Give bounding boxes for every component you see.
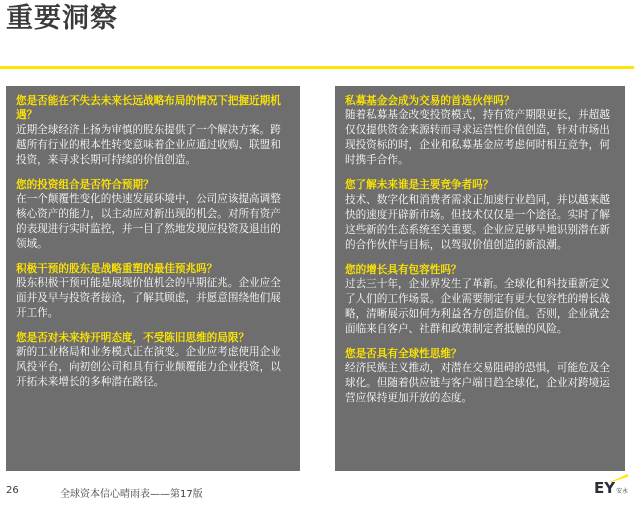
page-number: 26 xyxy=(6,485,19,496)
question-heading: 您是否对未来持开明态度，不受陈旧思维的局限？ xyxy=(16,332,250,345)
left-insights-panel xyxy=(6,86,300,471)
question-heading: 积极干预的股东是战略重塑的最佳预兆吗？ xyxy=(16,262,218,275)
answer-text: 经济民族主义推动，对潜在交易阻碍的恐惧，可能危及全球化。但随着供应链与客户端日趋全球化，企业对跨境运营应保持更加开放的态度。 xyxy=(345,362,610,405)
footer-publication-title: 全球资本信心晴雨表——第17版 xyxy=(60,489,203,500)
logo-subtext: 安永 xyxy=(616,488,629,495)
question-heading: 您是否能在不失去未来长远战略布局的情况下把握近期机遇？ xyxy=(16,95,281,122)
answer-text: 近期全球经济上扬为审慎的股东提供了一个解决方案。跨越所有行业的根本性转变意味着企业应通过收购、联盟和投资，来寻求长期可持续的价值创造。 xyxy=(16,123,281,166)
answer-text: 股东积极干预可能是展现价值机会的早期征兆。企业应全面并及早与投资者接洽，了解其顾虑，并愿意围绕他们展开工作。 xyxy=(16,277,281,320)
question-heading: 您的投资组合是否符合预期？ xyxy=(16,178,154,191)
answer-text: 随着私募基金改变投资模式，持有资产期限更长，并超越仅仅提供资金来源转而寻求运营性价值创造，针对市场出现投资标的时，企业和私募基金应考虑何时相互竞争，何时携手合作。 xyxy=(345,109,610,167)
question-heading: 您是否具有全球性思维？ xyxy=(345,347,462,360)
answer-text: 过去三十年，企业界发生了革新。全球化和科技重新定义了人们的工作场景。企业需要制定有更大包容性的增长战略，清晰展示如何为利益各方创造价值。否则，企业就会面临来自客户、社群和政策制定者抵触的风险。 xyxy=(345,277,610,335)
question-heading: 私募基金会成为交易的首选伙伴吗？ xyxy=(345,95,515,107)
yellow-divider xyxy=(0,66,634,69)
ey-logo xyxy=(594,474,634,500)
right-insights-panel xyxy=(335,86,625,471)
answer-text: 在一个颠覆性变化的快速发展环境中，公司应该提高调整核心资产的能力，以主动应对新出现的机会。对所有资产的表现进行实时监控，并一目了然地发现应投资及退出的领域。 xyxy=(16,192,281,250)
question-heading: 您了解未来谁是主要竞争者吗？ xyxy=(345,179,494,192)
question-heading: 您的增长具有包容性吗？ xyxy=(345,263,462,276)
answer-text: 新的工业格局和业务模式正在演变。企业应考虑使用企业风投平台，向初创公司和具有行业颠覆能力企业投资，以开拓未来增长的多种潜在路径。 xyxy=(16,346,281,389)
answer-text: 技术、数字化和消费者需求正加速行业趋同，并以越来越快的速度开辟新市场。但技术仅仅是一个途径。实时了解这些新的生态系统至关重要。企业应足够早地识别潜在新的合作伙伴与目标，以驾驭价值创造的新浪潮。 xyxy=(345,193,610,251)
page-title: 重要洞察 xyxy=(6,3,118,34)
logo-text: EY xyxy=(594,479,616,497)
